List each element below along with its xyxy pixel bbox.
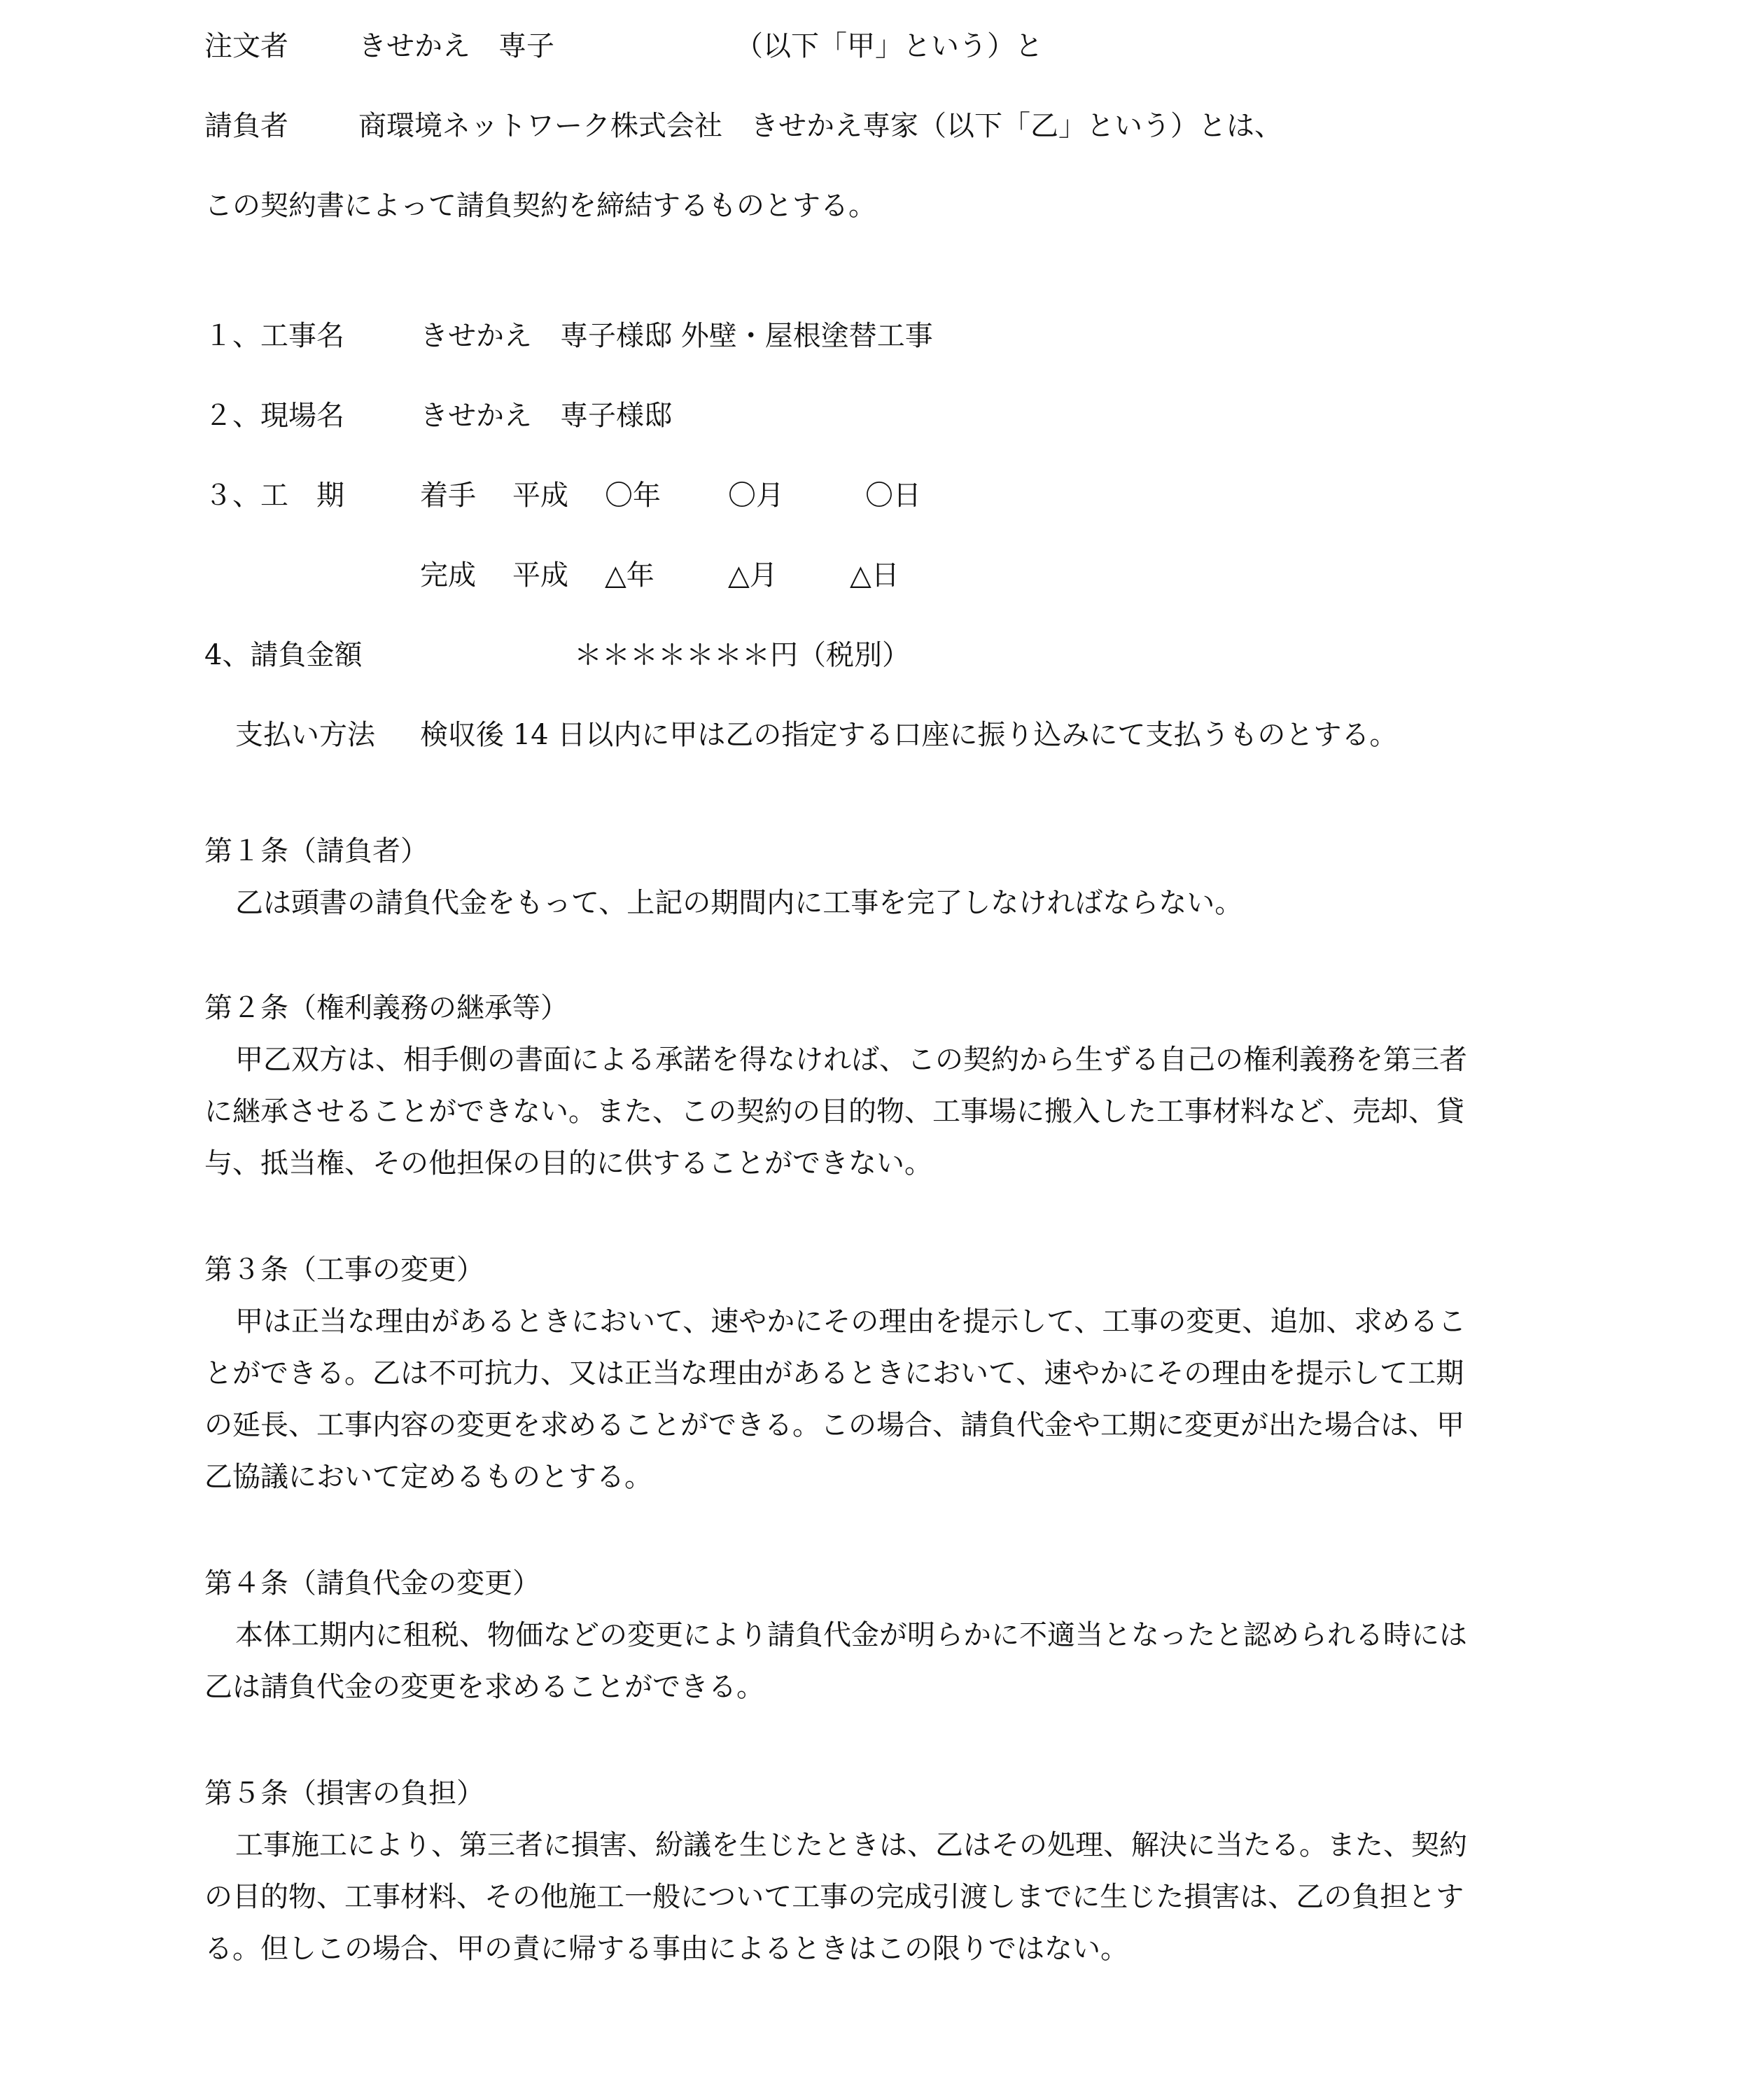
period-start-era: 平成 [512,479,568,512]
contractor-name: 商環境ネットワーク株式会社 きせかえ専家（以下「乙」という）とは、 [358,110,1282,142]
payment-method-text: 検収後 14 日以内に甲は乙の指定する口座に振り込みにて支払うものとする。 [420,719,1398,751]
period-start-year: 〇年 [605,479,661,512]
period-end-day: △日 [850,559,899,592]
article-2-title: 第２条（権利義務の継承等） [204,992,568,1024]
period-end-month: △月 [728,559,778,592]
orderer-label: 注文者 [204,30,288,62]
item-value-project-name: きせかえ 専子様邸 外壁・屋根塗替工事 [420,320,933,352]
article-4-title: 第４条（請負代金の変更） [204,1567,540,1600]
article-3-text-line: 甲は正当な理由があるときにおいて、速やかにその理由を提示して、工事の変更、追加、求めるこ [235,1306,1466,1338]
period-start-month: 〇月 [728,479,784,512]
period-start-day: 〇日 [865,479,921,512]
orderer-name: きせかえ 専子 [358,30,554,62]
article-3-text-line: とができる。乙は不可抗力、又は正当な理由があるときにおいて、速やかにその理由を提示して工期 [204,1357,1464,1390]
item-label-period: ３、工 期 [204,479,344,512]
article-1-title: 第１条（請負者） [204,835,428,867]
article-5-text-line: 工事施工により、第三者に損害、紛議を生じたときは、乙はその処理、解決に当たる。また、契約 [235,1829,1467,1861]
orderer-suffix: （以下「甲」という）と [735,30,1043,62]
payment-method-label: 支払い方法 [235,719,375,751]
article-3-text-line: の延長、工事内容の変更を求めることができる。この場合、請負代金や工期に変更が出た場合は、甲 [204,1409,1464,1441]
intro-text: この契約書によって請負契約を締結するものとする。 [204,190,876,222]
item-label-amount: 4、請負金額 [204,639,363,671]
item-label-project-name: １、工事名 [204,320,344,352]
article-2-text-line: 甲乙双方は、相手側の書面による承諾を得なければ、この契約から生ずる自己の権利義務を第三者 [235,1044,1467,1076]
article-3-text-line: 乙協議において定めるものとする。 [204,1461,652,1493]
article-2-text-line: 与、抵当権、その他担保の目的に供することができない。 [204,1147,932,1180]
item-label-site-name: ２、現場名 [204,400,344,432]
article-4-text-line: 乙は請負代金の変更を求めることができる。 [204,1671,764,1703]
item-value-site-name: きせかえ 専子様邸 [420,400,672,432]
period-end-label: 完成 [420,559,476,592]
period-end-era: 平成 [512,559,568,592]
article-1-text: 乙は頭書の請負代金をもって、上記の期間内に工事を完了しなければならない。 [235,887,1243,919]
article-5-text-line: る。但しこの場合、甲の責に帰する事由によるときはこの限りではない。 [204,1933,1128,1965]
article-5-title: 第５条（損害の負担） [204,1777,484,1809]
article-2-text-line: に継承させることができない。また、この契約の目的物、工事場に搬入した工事材料など、売却、貸 [204,1096,1464,1128]
article-4-text-line: 本体工期内に租税、物価などの変更により請負代金が明らかに不適当となったと認められる時には [235,1619,1467,1651]
period-start-label: 着手 [420,479,476,512]
article-5-text-line: の目的物、工事材料、その他施工一般について工事の完成引渡しまでに生じた損害は、乙の負担とす [204,1881,1464,1913]
article-3-title: 第３条（工事の変更） [204,1254,484,1286]
contractor-label: 請負者 [204,110,288,142]
item-value-amount: ＊＊＊＊＊＊＊円（税別） [574,639,910,671]
period-end-year: △年 [605,559,654,592]
